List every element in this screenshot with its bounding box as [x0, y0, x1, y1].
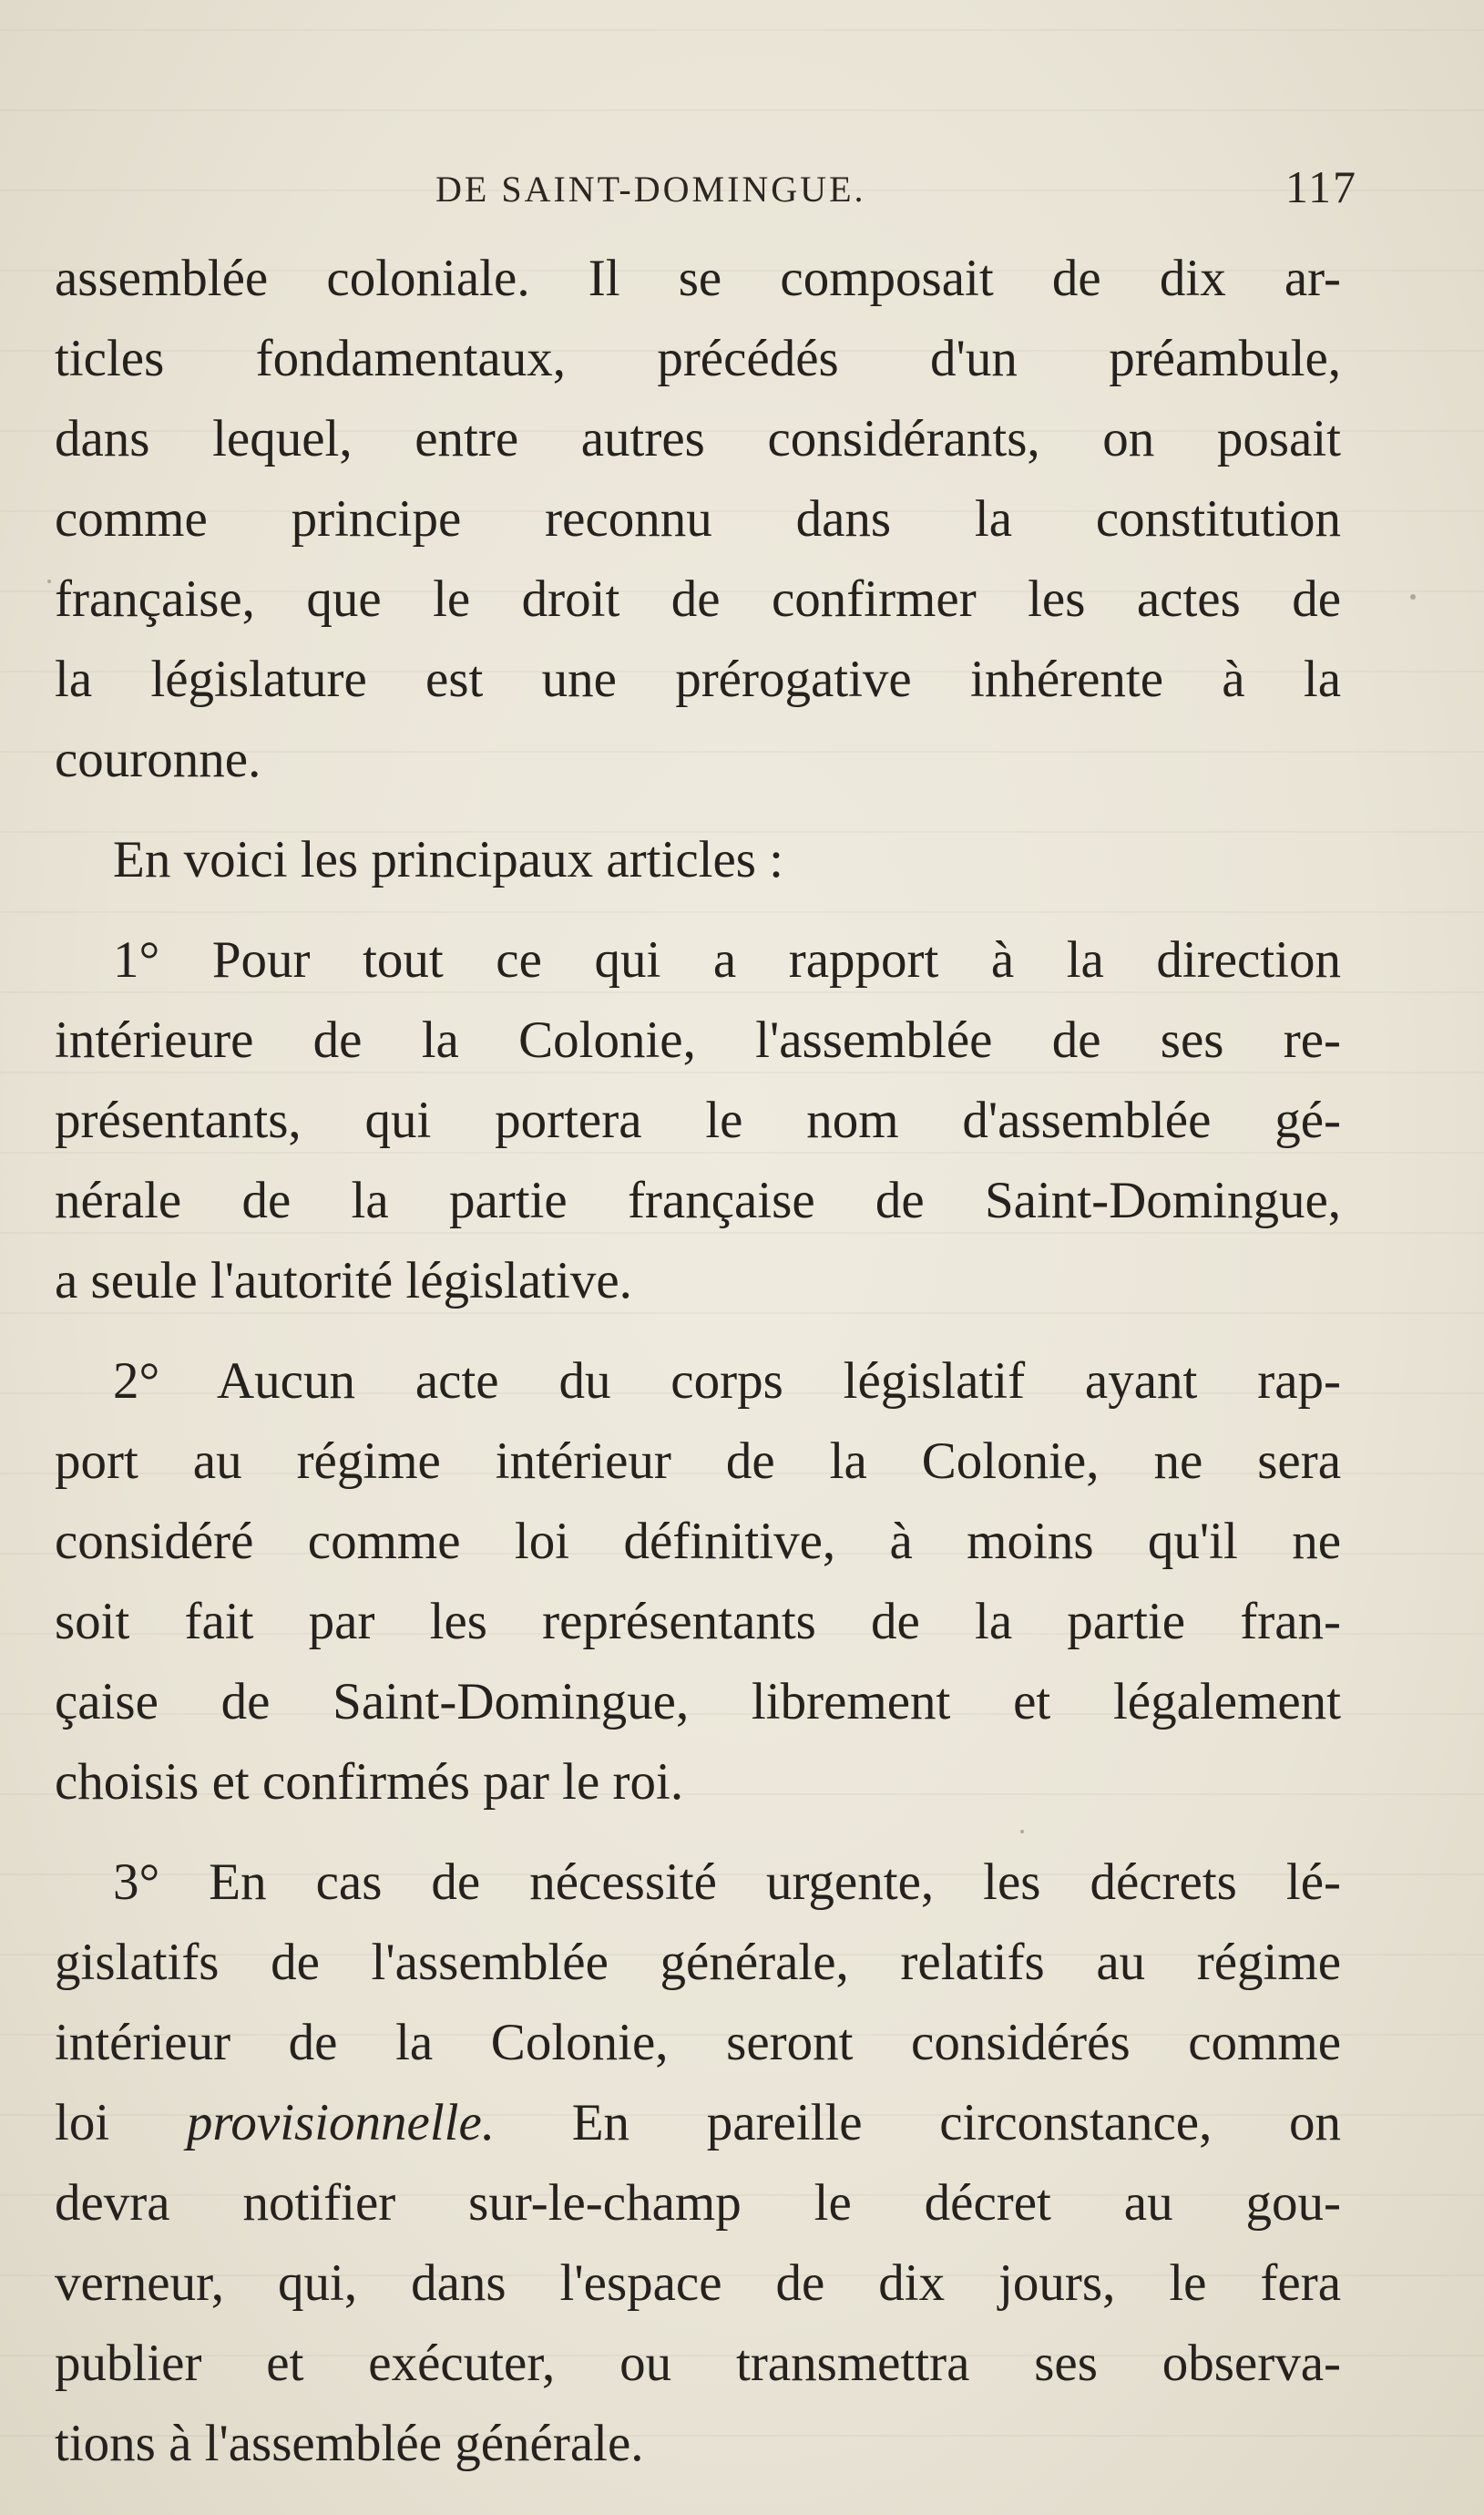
text-line: ticles fondamentaux, précédés d'un préambule, [55, 330, 1341, 387]
text-line: nérale de la partie française de Saint-Domingue, [55, 1172, 1341, 1229]
text-line: considéré comme loi définitive, à moins qu'il ne [55, 1513, 1341, 1570]
body-text [55, 239, 1341, 2484]
paper-speck [1020, 1830, 1024, 1833]
italic-term: provisionnelle. [186, 2094, 496, 2151]
text-line: couronne. [55, 731, 261, 788]
paper-speck [47, 580, 51, 583]
running-head: DE SAINT-DOMINGUE. [435, 169, 866, 210]
page-number: 117 [1284, 161, 1357, 212]
text-line: intérieur de la Colonie, seront considérés comme [55, 2014, 1341, 2071]
text-fragment: En pareille circonstance, on [495, 2094, 1341, 2151]
text-line: intérieure de la Colonie, l'assemblée de ses re- [55, 1011, 1341, 1069]
article-3 [55, 1843, 1341, 2484]
article-1 [55, 920, 1341, 1321]
article-2 [55, 1341, 1341, 1822]
paper-speck [1410, 594, 1416, 600]
text-line: gislatifs de l'assemblée générale, relatifs au régime [55, 1934, 1341, 1991]
text-line: 1° Pour tout ce qui a rapport à la direction [113, 931, 1341, 989]
text-line: française, que le droit de confirmer les actes de [55, 570, 1341, 628]
text-line-mixed [55, 2083, 1341, 2163]
page-header [55, 160, 1357, 224]
text-line: devra notifier sur-le-champ le décret au gou- [55, 2174, 1341, 2232]
text-line: choisis et confirmés par le roi. [55, 1753, 684, 1811]
text-line: la législature est une prérogative inhérente à la [55, 651, 1341, 708]
text-line: assemblée coloniale. Il se composait de dix ar- [55, 250, 1341, 307]
text-line: 2° Aucun acte du corps législatif ayant rap- [113, 1352, 1341, 1410]
text-line: présentants, qui portera le nom d'assemblée gé- [55, 1092, 1341, 1149]
text-line: 3° En cas de nécessité urgente, les décrets lé- [113, 1853, 1341, 1911]
text-line: port au régime intérieur de la Colonie, ne sera [55, 1432, 1341, 1490]
text-line: verneur, qui, dans l'espace de dix jours, le fera [55, 2254, 1341, 2312]
text-line: comme principe reconnu dans la constitution [55, 490, 1341, 548]
text-line: publier et exécuter, ou transmettra ses observa- [55, 2335, 1341, 2392]
text-line: tions à l'assemblée générale. [55, 2415, 644, 2472]
text-line: En voici les principaux articles : [113, 831, 784, 888]
paragraph-continuation [55, 239, 1341, 800]
text-fragment: loi [55, 2094, 187, 2151]
text-line: soit fait par les représentants de la partie fran- [55, 1593, 1341, 1650]
text-line: a seule l'autorité législative. [55, 1252, 632, 1309]
text-line: çaise de Saint-Domingue, librement et légalement [55, 1673, 1341, 1730]
text-line: dans lequel, entre autres considérants, on posait [55, 410, 1341, 467]
paragraph-intro [55, 820, 1341, 900]
